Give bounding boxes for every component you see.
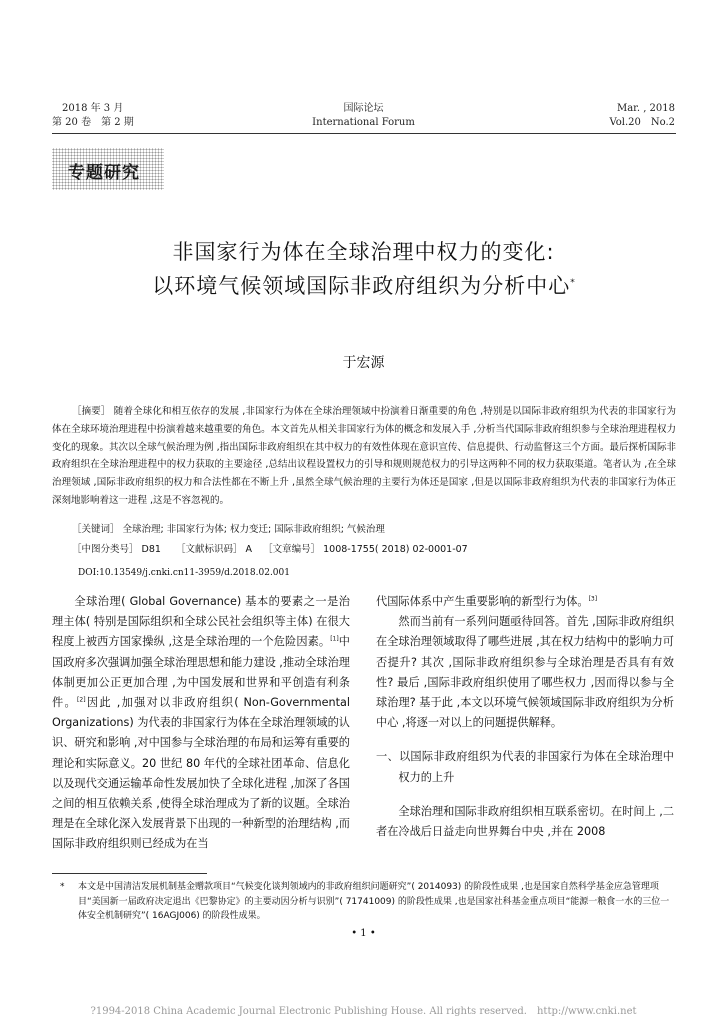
header-date: 2018 年 3 月: [62, 103, 124, 114]
article-number-label: ［文章编号］: [263, 544, 321, 555]
header-volume: 第 20 卷 第 2 期: [52, 117, 134, 128]
body-paragraph: 全球治理和国际非政府组织相互联系密切。在时间上 ,二者在冷战后日益走向世界舞台中央 ,并在 2008: [376, 804, 675, 839]
body-paragraph: 然而当前有一系列问题亟待回答。首先 ,国际非政府组织在全球治理领域取得了哪些进展 ,其在权力结构中的影响力可否提升? 其次 ,国际非政府组织参与全球治理是否具有有效性? 最后 ,国际非政府组织使用了哪些权力 ,因而得以参与全球治理? 基于此 ,本文以环境气候领域国际非政府组织为分析中心 ,将逐一对以上的问题提供解释。: [376, 615, 675, 730]
section-tag: [52, 148, 164, 190]
clc-value: D81: [141, 544, 161, 555]
header-right: [609, 102, 675, 130]
body-paragraph: [376, 592, 674, 612]
citation-ref: [1]: [330, 635, 339, 643]
body-text: 代国际体系中产生重要影响的新型行为体。: [376, 595, 589, 608]
body-paragraph: [52, 592, 350, 855]
footnote: [60, 880, 676, 924]
keywords: [52, 521, 676, 538]
doc-code-label: ［文献标识码］: [175, 544, 243, 555]
clc-label: ［中图分类号］: [72, 544, 139, 555]
header-date-en: Mar. , 2018: [616, 103, 675, 114]
header-volume-en: Vol.20 No.2: [609, 117, 675, 128]
article-title-line1: 非国家行为体在全球治理中权力的变化:: [172, 240, 555, 264]
body-right-column: [376, 592, 674, 842]
body-left-column: [52, 592, 350, 855]
article-title-line2-text: 以环境气候领域国际非政府组织为分析中心: [152, 274, 571, 298]
copyright-notice: ?1994-2018 China Academic Journal Electronic Publishing House. All rights reserved. http://www.cnki.net: [90, 1006, 637, 1017]
author-name: 于宏源: [342, 355, 385, 371]
doi: DOI:10.13549/j.cnki.cn11-3959/d.2018.02.001: [78, 568, 290, 578]
footnote-mark: *: [60, 882, 65, 892]
section-heading: 一、以国际非政府组织为代表的非国家行为体在全球治理中权力的上升: [376, 750, 674, 784]
article-number-value: 1008-1755( 2018) 02-0001-07: [323, 544, 468, 555]
citation-ref: [2]: [77, 696, 86, 704]
journal-name-cn: 国际论坛: [343, 103, 384, 114]
section-tag-label: 专题研究: [68, 163, 140, 183]
keywords-text: 全球治理; 非国家行为体; 权力变迁; 国际非政府组织; 气候治理: [122, 524, 385, 535]
footnote-rule: [52, 873, 207, 874]
abstract-label: ［摘要］: [72, 406, 111, 417]
body-text: 全球治理( Global Governance) 基本的要素之一是治理主体( 特别是国际组织和全球公民社会组织等主体) 在很大程度上被西方国家操纵 ,这是全球治理的一个危险因素。: [52, 595, 350, 649]
doc-code-value: A: [245, 544, 253, 555]
citation-ref: [3]: [588, 595, 598, 603]
body-text: 中国政府多次强调加强全球治理思想和能力建设 ,推动全球治理体制更加公正更加合理 ,为中国发展和世界和平创造有利条件。: [52, 635, 350, 710]
abstract: [52, 403, 676, 510]
footnote-text: 本文是中国清洁发展机制基金赠款项目“气候变化谈判领域内的非政府组织问题研究”( 2014093) 的阶段性成果 ,也是国家自然科学基金应急管理项目“美国新一届政府决定退出《巴黎协定》的主要动因分析与识别”( 71741009) 的阶段性成果 ,也是国家社科基金重点项目“能源一粮食一水的三位一体安全机制研究”( 16AGJ006) 的阶段性成果。: [78, 882, 670, 921]
classification: [52, 541, 676, 558]
body-text: 因此 ,加强对以非政府组织( Non-Governmental Organizations) 为代表的非国家行为体在全球治理领域的认识、研究和影响 ,对中国参与全球治理的布局和运筹有重要的理论和实际意义。20 世纪 80 年代的全球社团革命、信息化以及现代交通运输革命性发展加快了全球化进程 ,加深了各国之间的相互依赖关系 ,使得全球治理成为了新的议题。全球治理是在全球化深入发展背景下出现的一种新型的治理结构 ,而国际非政府组织则已经成为在当: [52, 696, 350, 851]
page-number: • 1 •: [351, 928, 376, 939]
journal-name-en: International Forum: [312, 117, 415, 128]
article-title-line2: [0, 270, 727, 300]
title-footnote-mark: *: [570, 278, 575, 288]
header-rule: [52, 133, 676, 134]
keywords-label: ［关键词］: [72, 524, 120, 535]
abstract-text: 随着全球化和相互依存的发展 ,非国家行为体在全球治理领域中扮演着日渐重要的角色 ,特别是以国际非政府组织为代表的非国家行为体在全球环境治理进程中扮演着越来越重要的角色。本文首先从相关非国家行为体的概念和发展入手 ,分析当代国际非政府组织参与全球治理进程权力变化的现象。其次以全球气候治理为例 ,指出国际非政府组织在其中权力的有效性体现在意识宣传、信息提供、行动监督这三个方面。最后探析国际非政府组织在全球治理进程中的权力获取的主要途径 ,总结出议程设置权力的引导和规则规范权力的引导这两种不同的权力获取渠道。笔者认为 ,在全球治理领域 ,国际非政府组织的权力和合法性都在不断上升 ,虽然全球气候治理的主要行为体还是国家 ,但是以国际非政府组织为代表的非国家行为体正深刻地影响着这一进程 ,这是不容忽视的。: [52, 406, 676, 506]
